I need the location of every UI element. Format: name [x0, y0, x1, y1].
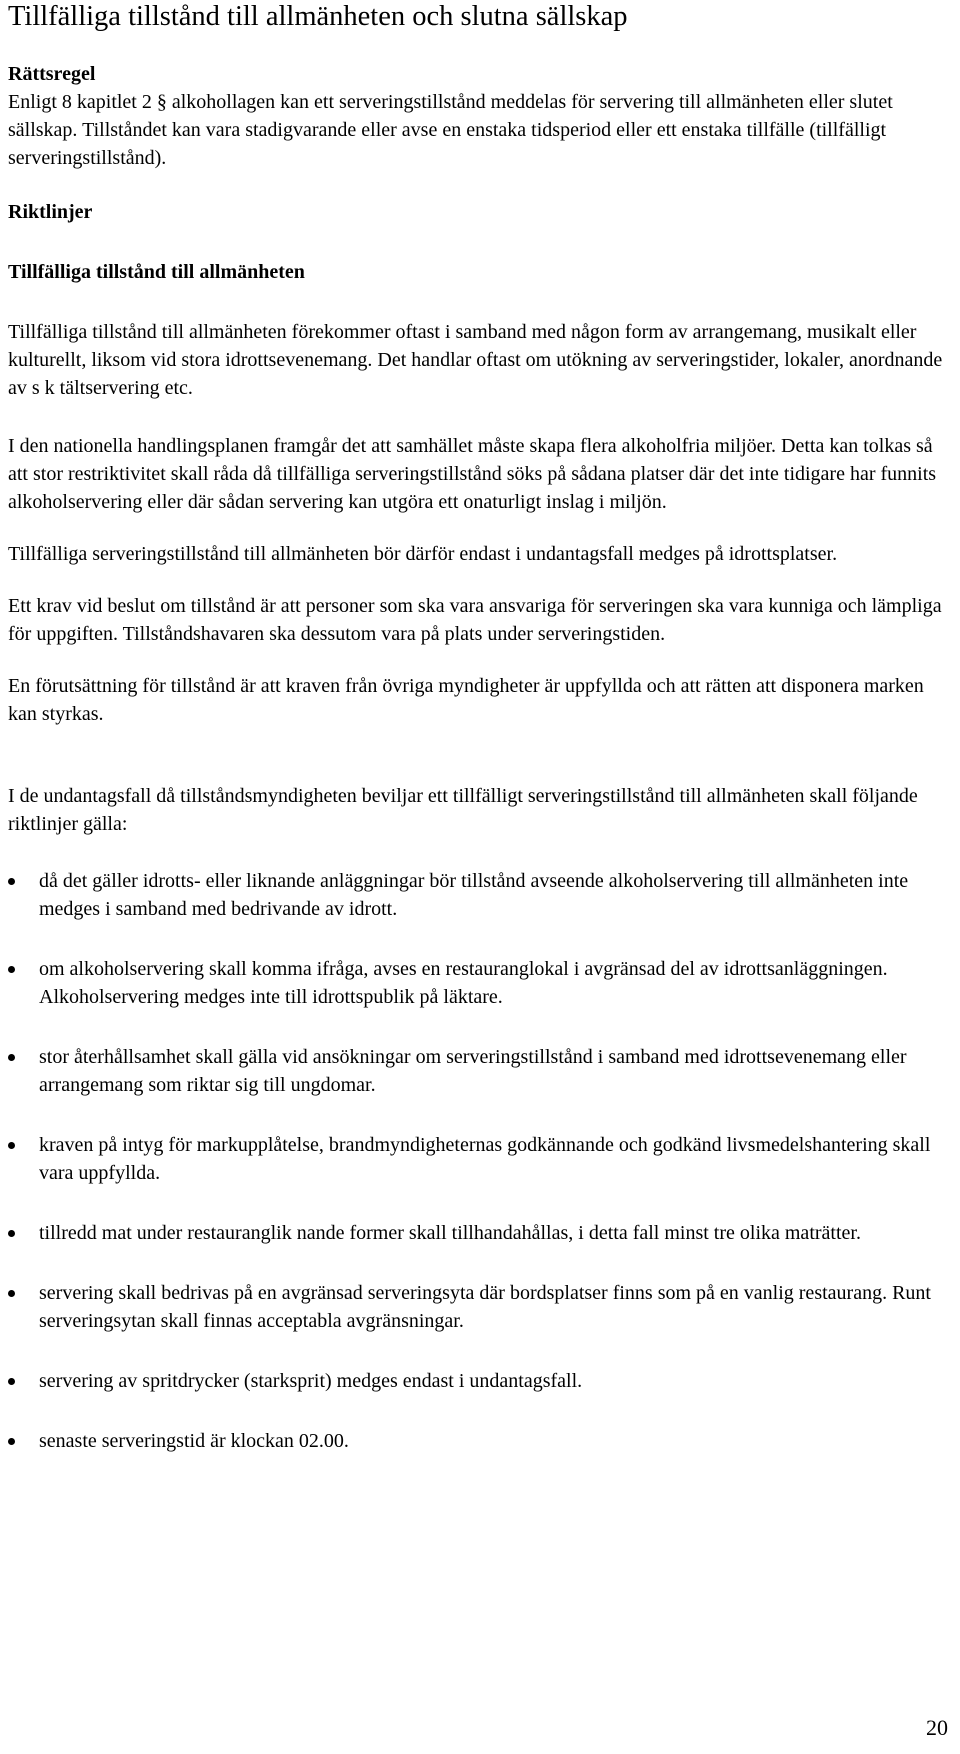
paragraph: I de undantagsfall då tillståndsmyndigheten beviljar ett tillfälligt serveringstillstånd till allmänheten skall följande riktlinjer gälla: [8, 785, 918, 835]
bullet-icon [8, 1054, 15, 1061]
list-item [8, 1367, 954, 1395]
paragraph: Tillfälliga serveringstillstånd till allmänheten bör därför endast i undantagsfall medges på idrottsplatser. [8, 543, 838, 565]
paragraph: Ett krav vid beslut om tillstånd är att personer som ska vara ansvariga för serveringen ska vara kunniga och lämpliga för uppgiften. Tillståndshavaren ska dessutom vara på plats under serveringstiden. [8, 595, 942, 645]
document-body [8, 60, 954, 1455]
section-heading-rattsregel: Rättsregel [8, 63, 96, 85]
subsection-heading: Tillfälliga tillstånd till allmänheten [8, 261, 305, 283]
bullet-icon [8, 878, 15, 885]
list-item [8, 867, 954, 923]
guideline-list [8, 867, 954, 1455]
list-item-text: servering av spritdrycker (starksprit) medges endast i undantagsfall. [39, 1370, 583, 1392]
bullet-icon [8, 1142, 15, 1149]
page-title: Tillfälliga tillstånd till allmänheten och slutna sällskap [8, 1, 628, 32]
bullet-icon [8, 1290, 15, 1297]
bullet-icon [8, 1438, 15, 1445]
list-item [8, 1043, 954, 1099]
list-item [8, 1131, 954, 1187]
list-item [8, 1427, 954, 1455]
list-item-text: om alkoholservering skall komma ifråga, avses en restauranglokal i avgränsad del av idrottsanläggningen. Alkoholservering medges inte till idrottspublik på läktare. [39, 958, 888, 1008]
list-item [8, 955, 954, 1011]
list-item [8, 1279, 954, 1335]
bullet-icon [8, 966, 15, 973]
bullet-icon [8, 1230, 15, 1237]
rattsregel-text: Enligt 8 kapitlet 2 § alkohollagen kan ett serveringstillstånd meddelas för servering till allmänheten eller slutet sällskap. Tillståndet kan vara stadigvarande eller avse en enstaka tidsperiod eller ett enstaka tillfälle (tillfälligt serveringstillstånd). [8, 91, 893, 169]
list-item-text: kraven på intyg för markupplåtelse, brandmyndigheternas godkännande och godkänd livsmedelshantering skall vara uppfyllda. [39, 1134, 931, 1184]
list-item-text: stor återhållsamhet skall gälla vid ansökningar om serveringstillstånd i samband med idrottsevenemang eller arrangemang som riktar sig till ungdomar. [39, 1046, 907, 1096]
page-number: 20 [926, 1715, 948, 1740]
list-item-text: servering skall bedrivas på en avgränsad serveringsyta där bordsplatser finns som på en vanlig restaurang. Runt serveringsytan skall finnas acceptabla avgränsningar. [39, 1282, 931, 1332]
list-item-text: då det gäller idrotts- eller liknande anläggningar bör tillstånd avseende alkoholservering till allmänheten inte medges i samband med bedrivande av idrott. [39, 870, 909, 920]
list-item-text: senaste serveringstid är klockan 02.00. [39, 1430, 349, 1452]
bullet-icon [8, 1378, 15, 1385]
paragraph: Tillfälliga tillstånd till allmänheten förekommer oftast i samband med någon form av arrangemang, musikalt eller kulturellt, liksom vid stora idrottsevenemang. Det handlar oftast om utökning av serveringstider, lokaler, anordnande av s k tältservering etc. [8, 321, 943, 399]
paragraph: En förutsättning för tillstånd är att kraven från övriga myndigheter är uppfyllda och att rätten att disponera marken kan styrkas. [8, 675, 924, 725]
list-item [8, 1219, 954, 1247]
list-item-text: tillredd mat under restauranglik nande former skall tillhandahållas, i detta fall minst tre olika maträtter. [39, 1222, 861, 1244]
section-heading-riktlinjer: Riktlinjer [8, 201, 93, 223]
paragraph: I den nationella handlingsplanen framgår det att samhället måste skapa flera alkoholfria miljöer. Detta kan tolkas så att stor restriktivitet skall råda då tillfälliga serveringstillstånd söks på sådana platser där det inte tidigare har funnits alkoholservering eller där sådan servering kan utgöra ett onaturligt inslag i miljön. [8, 435, 937, 513]
